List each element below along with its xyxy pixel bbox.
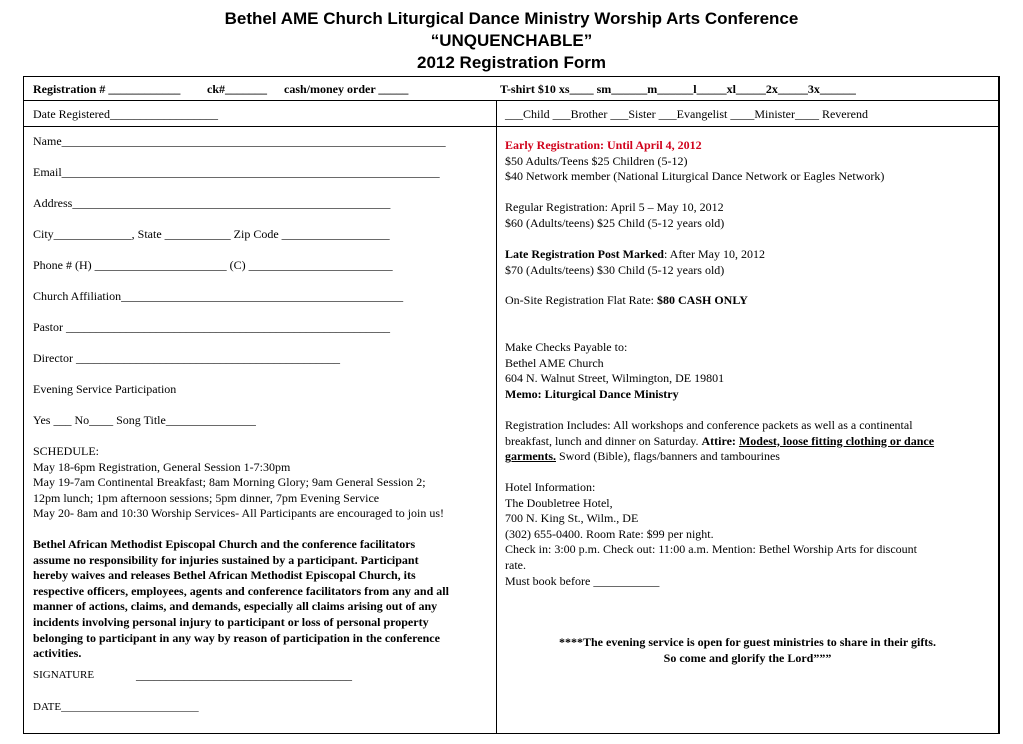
hotel-title: Hotel Information: [505, 480, 596, 494]
late-registration-title [505, 247, 765, 263]
cash-money-order-field[interactable]: cash/money order _____ [284, 82, 409, 96]
includes-line [505, 449, 934, 465]
includes-line: Registration Includes: All workshops and conference packets as well as a continental [505, 418, 913, 432]
registration-form [23, 76, 1000, 734]
city-state-zip-field[interactable]: City_____________, State ___________ Zip Code __________________ [33, 227, 390, 241]
waiver-line: hereby waives and releases Bethel African Methodist Episcopal Church, its [33, 568, 416, 583]
early-registration-section [505, 138, 884, 185]
includes-meals: breakfast, lunch and dinner on Saturday. [505, 433, 702, 448]
registration-number-field[interactable]: Registration # ____________ [33, 82, 181, 96]
waiver-line: belonging to participant in any way by reason of participation in the conference [33, 630, 440, 645]
form-header [0, 8, 1023, 74]
attire-label: Attire: [701, 433, 739, 448]
schedule-section [33, 444, 444, 522]
director-field[interactable]: Director ____________________________________________ [33, 351, 340, 365]
network-member-price: $40 Network member (National Liturgical Dance Network or Eagles Network) [505, 169, 885, 184]
payee-name: Bethel AME Church [505, 355, 604, 370]
signature-label: SIGNATURE [33, 669, 95, 681]
late-registration-price: $70 (Adults/teens) $30 Child (5-12 years old) [505, 262, 725, 277]
waiver-line: manner of actions, claims, and demands, especially all claims arising out of any [33, 599, 438, 614]
regular-registration-title: Regular Registration: April 5 – May 10, 2012 [505, 200, 724, 214]
schedule-title: SCHEDULE: [33, 444, 99, 458]
attire-requirement: Modest, loose fitting clothing or dance [738, 433, 935, 448]
evening-service-label: Evening Service Participation [33, 382, 177, 396]
waiver-line: activities. [33, 646, 82, 661]
role-selection-field[interactable]: ___Child ___Brother ___Sister ___Evangelist ____Minister____ Reverend [505, 107, 868, 121]
hotel-name: The Doubletree Hotel, [505, 495, 613, 510]
early-registration-title: Early Registration: Until April 4, 2012 [505, 138, 702, 152]
hotel-checkin-cont: rate. [505, 557, 526, 572]
closing-line: So come and glorify the Lord””” [663, 650, 832, 665]
date-field[interactable]: DATE_________________________ [33, 701, 199, 713]
hotel-checkin: Check in: 3:00 p.m. Check out: 11:00 a.m. Mention: Bethel Worship Arts for discount [505, 542, 917, 557]
hotel-section [505, 480, 917, 589]
hotel-address: 700 N. King St., Wilm., DE [505, 511, 639, 526]
name-field[interactable]: Name________________________________________________________________ [33, 134, 446, 148]
waiver-line: respective officers, employees, agents and conference facilitators from any and all [33, 583, 449, 598]
onsite-label: On-Site Registration Flat Rate: [505, 293, 657, 307]
includes-line [505, 434, 934, 450]
regular-registration-section [505, 200, 724, 231]
onsite-price: $80 CASH ONLY [656, 293, 748, 307]
schedule-day1: May 18-6pm Registration, General Session 1-7:30pm [33, 459, 291, 474]
address-field[interactable]: Address_____________________________________________________ [33, 196, 391, 210]
hotel-book-before: Must book before ___________ [505, 573, 660, 588]
conference-theme: “UNQUENCHABLE” [430, 31, 593, 50]
payment-section [505, 340, 724, 402]
check-number-field[interactable]: ck#_______ [207, 82, 267, 96]
column-divider [496, 101, 497, 733]
waiver-line: Bethel African Methodist Episcopal Church and the conference facilitators [33, 537, 416, 551]
liability-waiver [33, 537, 449, 662]
regular-registration-price: $60 (Adults/teens) $25 Child (5-12 years old) [505, 215, 725, 230]
schedule-day2: May 19-7am Continental Breakfast; 8am Morning Glory; 9am General Session 2; [33, 475, 426, 490]
registration-includes-section [505, 418, 934, 465]
closing-line: ****The evening service is open for guest ministries to share in their gifts. [559, 635, 936, 649]
waiver-line: assume no responsibility for injuries sustained by a participant. Participant [33, 552, 419, 567]
onsite-registration [505, 293, 748, 309]
date-registered-field[interactable]: Date Registered__________________ [33, 107, 218, 121]
hotel-phone-rate: (302) 655-0400. Room Rate: $99 per night. [505, 526, 714, 541]
signature-field[interactable]: ____________________________________ [136, 668, 352, 682]
items-to-bring: Sword (Bible), flags/banners and tambourines [556, 449, 780, 464]
late-registration-label: Late Registration Post Marked [505, 247, 664, 261]
early-registration-price: $50 Adults/Teens $25 Children (5-12) [505, 153, 688, 168]
song-participation-field[interactable]: Yes ___ No____ Song Title_______________ [33, 413, 256, 427]
attire-requirement-cont: garments. [505, 449, 556, 464]
tshirt-size-field[interactable]: T-shirt $10 xs____ sm______m______l_____xl_____2x_____3x______ [500, 82, 856, 96]
late-registration-date: : After May 10, 2012 [663, 247, 765, 261]
conference-title: Bethel AME Church Liturgical Dance Ministry Worship Arts Conference [224, 9, 799, 28]
payment-memo: Memo: Liturgical Dance Ministry [505, 386, 679, 401]
closing-message [505, 635, 990, 666]
phone-field[interactable]: Phone # (H) ______________________ (C) ________________________ [33, 258, 393, 272]
late-registration-section [505, 247, 765, 278]
email-field[interactable]: Email_______________________________________________________________ [33, 165, 440, 179]
schedule-day2-cont: 12pm lunch; 1pm afternoon sessions; 5pm dinner, 7pm Evening Service [33, 490, 380, 505]
checks-payable-label: Make Checks Payable to: [505, 340, 628, 354]
form-title: 2012 Registration Form [417, 53, 606, 72]
date-role-row [24, 101, 998, 127]
schedule-day3: May 20- 8am and 10:30 Worship Services- All Participants are encouraged to join us! [33, 506, 445, 521]
office-use-row [24, 77, 998, 101]
pastor-field[interactable]: Pastor ______________________________________________________ [33, 320, 390, 334]
waiver-line: incidents involving personal injury to participant or loss of personal property [33, 614, 429, 629]
church-affiliation-field[interactable]: Church Affiliation_______________________________________________ [33, 289, 404, 303]
payee-address: 604 N. Walnut Street, Wilmington, DE 19801 [505, 371, 725, 386]
